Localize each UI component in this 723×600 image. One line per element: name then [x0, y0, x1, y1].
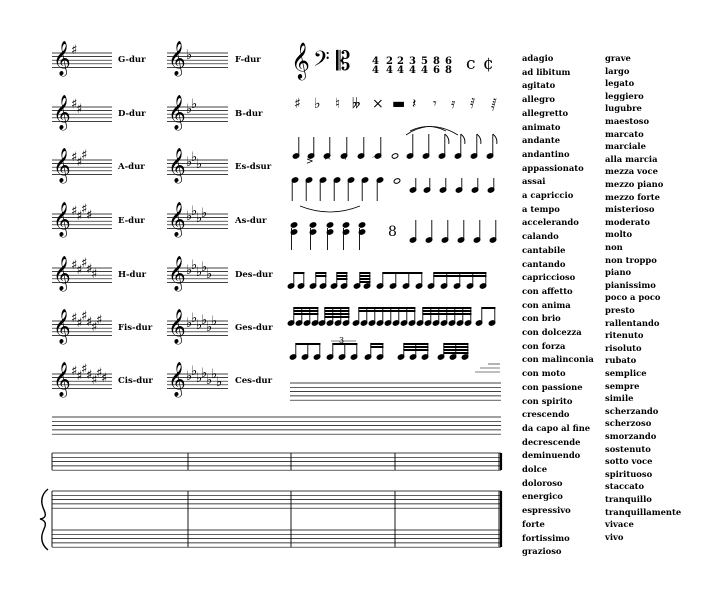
italian-term: con spirito — [522, 395, 573, 406]
italian-term: dolce — [522, 464, 548, 474]
flat-key-name: B-dur — [235, 109, 263, 119]
beam — [293, 310, 318, 312]
accidental-or-rest-icon: 𝅀 — [470, 96, 476, 112]
italian-term: cantando — [522, 258, 566, 269]
beam — [295, 343, 320, 345]
sharp-icon: ♯ — [76, 155, 83, 171]
sharp-icon: ♯ — [91, 267, 98, 282]
grand-staff-brace — [40, 489, 48, 550]
treble-clef-icon: 𝄞 — [168, 309, 186, 344]
flat-icon: ♭ — [191, 149, 198, 165]
beam — [324, 307, 349, 309]
flat-icon: ♭ — [186, 263, 193, 279]
italian-term: vivo — [605, 531, 624, 542]
italian-term: con affetto — [522, 285, 573, 296]
time-signature — [408, 57, 417, 75]
flat-icon: ♭ — [196, 157, 203, 172]
italian-term: grave — [605, 53, 631, 63]
flat-icon: ♭ — [186, 102, 193, 118]
sharp-key-name: E-dur — [118, 216, 145, 226]
beam — [324, 316, 349, 318]
beam — [382, 272, 422, 274]
italian-term: non troppo — [605, 254, 657, 265]
time-signature-top: 6 — [445, 56, 452, 67]
treble-clef-icon: 𝄞 — [53, 309, 71, 344]
italian-term: simile — [605, 393, 634, 404]
whole-note-head — [393, 178, 400, 184]
flat-key-name: Ges-dur — [235, 323, 273, 333]
sharp-icon: ♯ — [86, 261, 93, 277]
italian-term: semplice — [605, 368, 647, 378]
italian-term: leggiero — [605, 90, 644, 101]
beam — [443, 343, 468, 345]
sharp-icon: ♯ — [101, 371, 108, 387]
italian-term: cantabile — [522, 244, 566, 255]
note-head — [290, 222, 297, 228]
accent-icon: > — [306, 157, 314, 167]
accidental-or-rest-icon: × — [372, 96, 384, 112]
italian-term: scherzando — [605, 405, 659, 416]
time-signature-top: 3 — [409, 56, 416, 67]
flat-icon: ♭ — [191, 203, 198, 219]
flag — [445, 134, 449, 144]
time-signature-bottom: 4 — [397, 65, 404, 76]
sharp-icon: ♯ — [76, 316, 83, 332]
treble-clef-icon: 𝄞 — [168, 148, 186, 183]
accidental-or-rest-icon: 𝅁 — [491, 96, 497, 112]
treble-clef-icon: 𝄞 — [53, 202, 71, 237]
sharp-icon: ♯ — [71, 43, 78, 58]
beam — [315, 275, 326, 277]
sharp-icon: ♯ — [96, 312, 103, 328]
note-head — [342, 222, 349, 228]
slur-curve — [406, 127, 458, 136]
sharp-icon: ♯ — [71, 150, 78, 165]
italian-term: doloroso — [522, 477, 563, 488]
accidental-or-rest-icon: ♭ — [314, 96, 321, 112]
italian-term: a capriccio — [522, 190, 574, 200]
whole-note-head — [391, 153, 398, 159]
flat-key-name: Es-dsur — [235, 162, 272, 172]
italian-term: mezzo piano — [605, 179, 664, 189]
flat-icon: ♭ — [196, 265, 203, 280]
beam — [336, 278, 347, 280]
italian-term: sostenuto — [605, 443, 651, 454]
italian-term: largo — [605, 65, 630, 76]
flat-icon: ♭ — [191, 363, 198, 379]
italian-term: molto — [605, 229, 633, 240]
flat-icon: ♭ — [206, 319, 213, 335]
treble-clef-icon: 𝄞 — [168, 256, 186, 291]
italian-term: non — [605, 242, 623, 252]
beam — [293, 313, 318, 315]
flat-icon: ♭ — [186, 209, 193, 225]
italian-term: da capo al fine — [522, 422, 591, 433]
time-signature — [444, 57, 453, 75]
italian-term: pianissimo — [605, 279, 656, 290]
flat-key-name: Des-dur — [235, 270, 273, 280]
flat-icon: ♭ — [186, 316, 193, 332]
flat-icon: ♭ — [191, 310, 198, 326]
italian-term: poco a poco — [605, 292, 661, 303]
beam — [443, 349, 468, 351]
flat-key-name: Ces-dur — [235, 376, 273, 386]
italian-term: con brio — [522, 313, 561, 324]
italian-term: grazioso — [522, 546, 562, 557]
italian-term: con passione — [522, 381, 583, 392]
italian-term: deminuendo — [522, 450, 581, 461]
italian-term: scherzoso — [605, 418, 652, 429]
italian-term: accelerando — [522, 217, 579, 228]
italian-term: energico — [522, 491, 563, 502]
sharp-icon: ♯ — [71, 364, 78, 379]
time-signature-bottom: 8 — [445, 65, 452, 76]
italian-term: marcato — [605, 128, 644, 139]
italian-term: appassionato — [522, 162, 584, 173]
italian-term: andante — [522, 135, 561, 146]
tuplet-number: 3 — [339, 336, 345, 345]
beam — [359, 281, 370, 283]
sharp-key-name: D-dur — [118, 109, 146, 119]
italian-term: fortissimo — [522, 532, 570, 543]
italian-term: adagio — [522, 53, 554, 63]
flat-icon: ♭ — [191, 257, 198, 273]
sharp-icon: ♯ — [71, 204, 78, 219]
sharp-icon: ♯ — [86, 367, 93, 383]
time-signature — [396, 57, 405, 75]
italian-term: vivace — [605, 519, 634, 530]
time-signature-top: 2 — [397, 56, 404, 67]
italian-term: smorzando — [605, 431, 657, 441]
italian-term: moderato — [605, 216, 650, 227]
beam — [403, 343, 428, 345]
italian-term: allegro — [522, 94, 555, 105]
italian-term: staccato — [605, 481, 645, 492]
italian-term: andantino — [522, 148, 570, 159]
sharp-icon: ♯ — [81, 202, 88, 218]
italian-term: legato — [605, 78, 635, 89]
time-signature-bottom: 4 — [421, 65, 428, 76]
beam — [315, 272, 326, 274]
treble-clef-icon: 𝄞 — [53, 256, 71, 291]
italian-term: con dolcezza — [522, 327, 582, 337]
italian-term: animato — [522, 121, 561, 132]
beam — [403, 349, 428, 351]
beam — [293, 307, 318, 309]
italian-term: presto — [605, 305, 635, 315]
beam — [422, 310, 471, 312]
sharp-key-name: Fis-dur — [118, 323, 153, 333]
time-signature-top: 8 — [433, 56, 440, 67]
beam — [336, 275, 347, 277]
beam — [324, 313, 349, 315]
flat-icon: ♭ — [196, 318, 203, 333]
treble-clef-icon: 𝄞 — [53, 362, 71, 397]
sharp-icon: ♯ — [96, 365, 103, 381]
italian-term: capriccioso — [522, 272, 576, 283]
beam — [422, 307, 471, 309]
flat-icon: ♭ — [206, 372, 213, 388]
italian-term: maestoso — [605, 116, 650, 126]
treble-clef-icon: 𝄞 — [53, 148, 71, 183]
italian-term: agitato — [522, 80, 556, 91]
flat-icon: ♭ — [211, 314, 218, 330]
time-signature — [432, 57, 441, 75]
staccato-icon: · — [344, 155, 347, 165]
italian-term: rallentando — [605, 317, 660, 328]
beam — [433, 275, 486, 277]
italian-term: sempre — [605, 380, 640, 391]
sharp-icon: ♯ — [71, 258, 78, 273]
sharp-icon: ♯ — [86, 207, 93, 223]
sharp-key-name: A-dur — [118, 162, 145, 172]
sharp-key-name: H-dur — [118, 270, 147, 280]
sharp-icon: ♯ — [81, 148, 88, 164]
flag — [477, 134, 481, 144]
cut-time-icon: ¢ — [483, 54, 494, 74]
italian-term: con forza — [522, 340, 566, 351]
italian-term: forte — [522, 518, 545, 529]
italian-term: con anima — [522, 299, 571, 310]
beam — [358, 307, 415, 309]
italian-term: crescendo — [522, 409, 570, 420]
accidental-or-rest-icon: 𝄫 — [352, 96, 361, 112]
beam — [359, 275, 370, 277]
italian-term: decrescende — [522, 436, 581, 447]
beam — [370, 343, 383, 345]
flat-icon: ♭ — [191, 96, 198, 112]
treble-clef-icon: 𝄞 — [168, 362, 186, 397]
beam — [359, 278, 370, 280]
treble-clef-icon: 𝄞 — [53, 95, 71, 130]
flag — [461, 134, 465, 144]
italian-term: tranquillo — [605, 494, 652, 504]
beam — [433, 272, 486, 274]
note-head — [309, 222, 316, 228]
treble-clef-icon: 𝄞 — [168, 202, 186, 237]
italian-term: rubato — [605, 355, 637, 366]
time-signature — [371, 57, 380, 75]
italian-term: a tempo — [522, 203, 560, 214]
time-signature-top: 5 — [421, 56, 428, 67]
note-head — [326, 222, 333, 228]
flat-icon: ♭ — [211, 367, 218, 383]
treble-clef-icon: 𝄞 — [168, 41, 186, 76]
sharp-icon: ♯ — [81, 309, 88, 325]
time-signature-top: 2 — [386, 56, 393, 67]
sharp-icon: ♯ — [91, 320, 98, 335]
time-signature — [420, 57, 429, 75]
accidental-or-rest-icon: ♮ — [335, 96, 341, 112]
flat-icon: ♭ — [201, 312, 208, 328]
accidental-or-rest-icon: ♯ — [294, 96, 301, 112]
fermata-icon: ⌒ — [372, 157, 382, 168]
italian-term: spirituoso — [605, 468, 653, 479]
treble-clef-icon: 𝄞 — [168, 95, 186, 130]
treble-clef-icon: 𝄞 — [291, 41, 310, 79]
italian-term: calando — [522, 231, 559, 242]
italian-term: con moto — [522, 368, 566, 379]
slur-curve — [300, 206, 360, 212]
sharp-key-name: Cis-dur — [118, 376, 153, 386]
flat-icon: ♭ — [206, 266, 213, 282]
flat-icon: ♭ — [201, 205, 208, 221]
bass-clef-icon: 𝄢 — [313, 47, 330, 77]
common-time-icon: c — [466, 54, 476, 74]
sharp-icon: ♯ — [76, 369, 83, 385]
sharp-icon: ♯ — [81, 256, 88, 272]
beam — [403, 346, 428, 348]
italian-term: alla marcia — [605, 153, 658, 164]
italian-term: piano — [605, 267, 632, 278]
italian-term: assai — [522, 176, 546, 187]
time-signature — [385, 57, 394, 75]
beam — [481, 307, 495, 309]
note-head — [358, 222, 365, 228]
beam — [422, 313, 471, 315]
italian-term: allegretto — [522, 107, 569, 118]
time-signature-top: 4 — [372, 56, 379, 67]
italian-term: risoluto — [605, 342, 642, 353]
italian-term: misterioso — [605, 204, 655, 215]
sharp-icon: ♯ — [76, 102, 83, 118]
flat-icon: ♭ — [186, 369, 193, 385]
sharp-icon: ♯ — [71, 97, 78, 112]
tuplet-number: 8 — [388, 224, 397, 240]
beam — [332, 343, 357, 345]
flat-icon: ♭ — [216, 374, 223, 390]
italian-term: espressivo — [522, 505, 571, 516]
flat-icon: ♭ — [186, 155, 193, 171]
flat-icon: ♭ — [186, 48, 193, 64]
time-signature-bottom: 4 — [386, 65, 393, 76]
italian-term: lugubre — [605, 103, 642, 114]
italian-term: marciale — [605, 141, 646, 152]
sharp-icon: ♯ — [81, 362, 88, 378]
treble-clef-icon: 𝄞 — [53, 41, 71, 76]
flat-icon: ♭ — [201, 365, 208, 381]
flat-icon: ♭ — [201, 259, 208, 275]
beam — [443, 352, 468, 354]
time-signature-bottom: 4 — [372, 65, 379, 76]
accidental-or-rest-icon: 𝄿 — [451, 96, 456, 112]
slur-curve — [410, 127, 446, 132]
italian-term: mezzo forte — [605, 191, 661, 202]
alto-clef-icon: 𝄡 — [336, 47, 351, 77]
marcato-icon: ^ — [324, 157, 332, 167]
italian-term: ritenuto — [605, 330, 644, 341]
italian-term: ad libitum — [522, 66, 571, 77]
time-signature-bottom: 4 — [409, 65, 416, 76]
beam — [370, 346, 383, 348]
accidental-or-rest-icon: ▬ — [392, 96, 406, 112]
accidental-or-rest-icon: 𝄾 — [433, 96, 437, 112]
sharp-icon: ♯ — [76, 209, 83, 225]
beam — [443, 346, 468, 348]
flat-icon: ♭ — [196, 211, 203, 226]
beam — [359, 272, 370, 274]
italian-term: con malinconia — [522, 354, 594, 365]
flag — [493, 134, 497, 144]
italian-term: mezza voce — [605, 166, 658, 177]
time-signature-bottom: 6 — [433, 65, 440, 76]
italian-term: sotto voce — [605, 456, 653, 467]
italian-term: tranquillamente — [605, 506, 682, 517]
sharp-icon: ♯ — [76, 263, 83, 279]
beam — [336, 272, 347, 274]
accidental-or-rest-icon: 𝄽 — [412, 96, 417, 112]
beam — [358, 310, 415, 312]
sharp-icon: ♯ — [86, 314, 93, 330]
sharp-key-name: G-dur — [118, 55, 146, 65]
flat-key-name: F-dur — [235, 55, 261, 65]
beam — [324, 310, 349, 312]
flat-key-name: As-dur — [235, 216, 267, 226]
sharp-icon: ♯ — [91, 373, 98, 388]
flat-icon: ♭ — [196, 371, 203, 386]
sharp-icon: ♯ — [71, 311, 78, 326]
beam — [293, 272, 304, 274]
